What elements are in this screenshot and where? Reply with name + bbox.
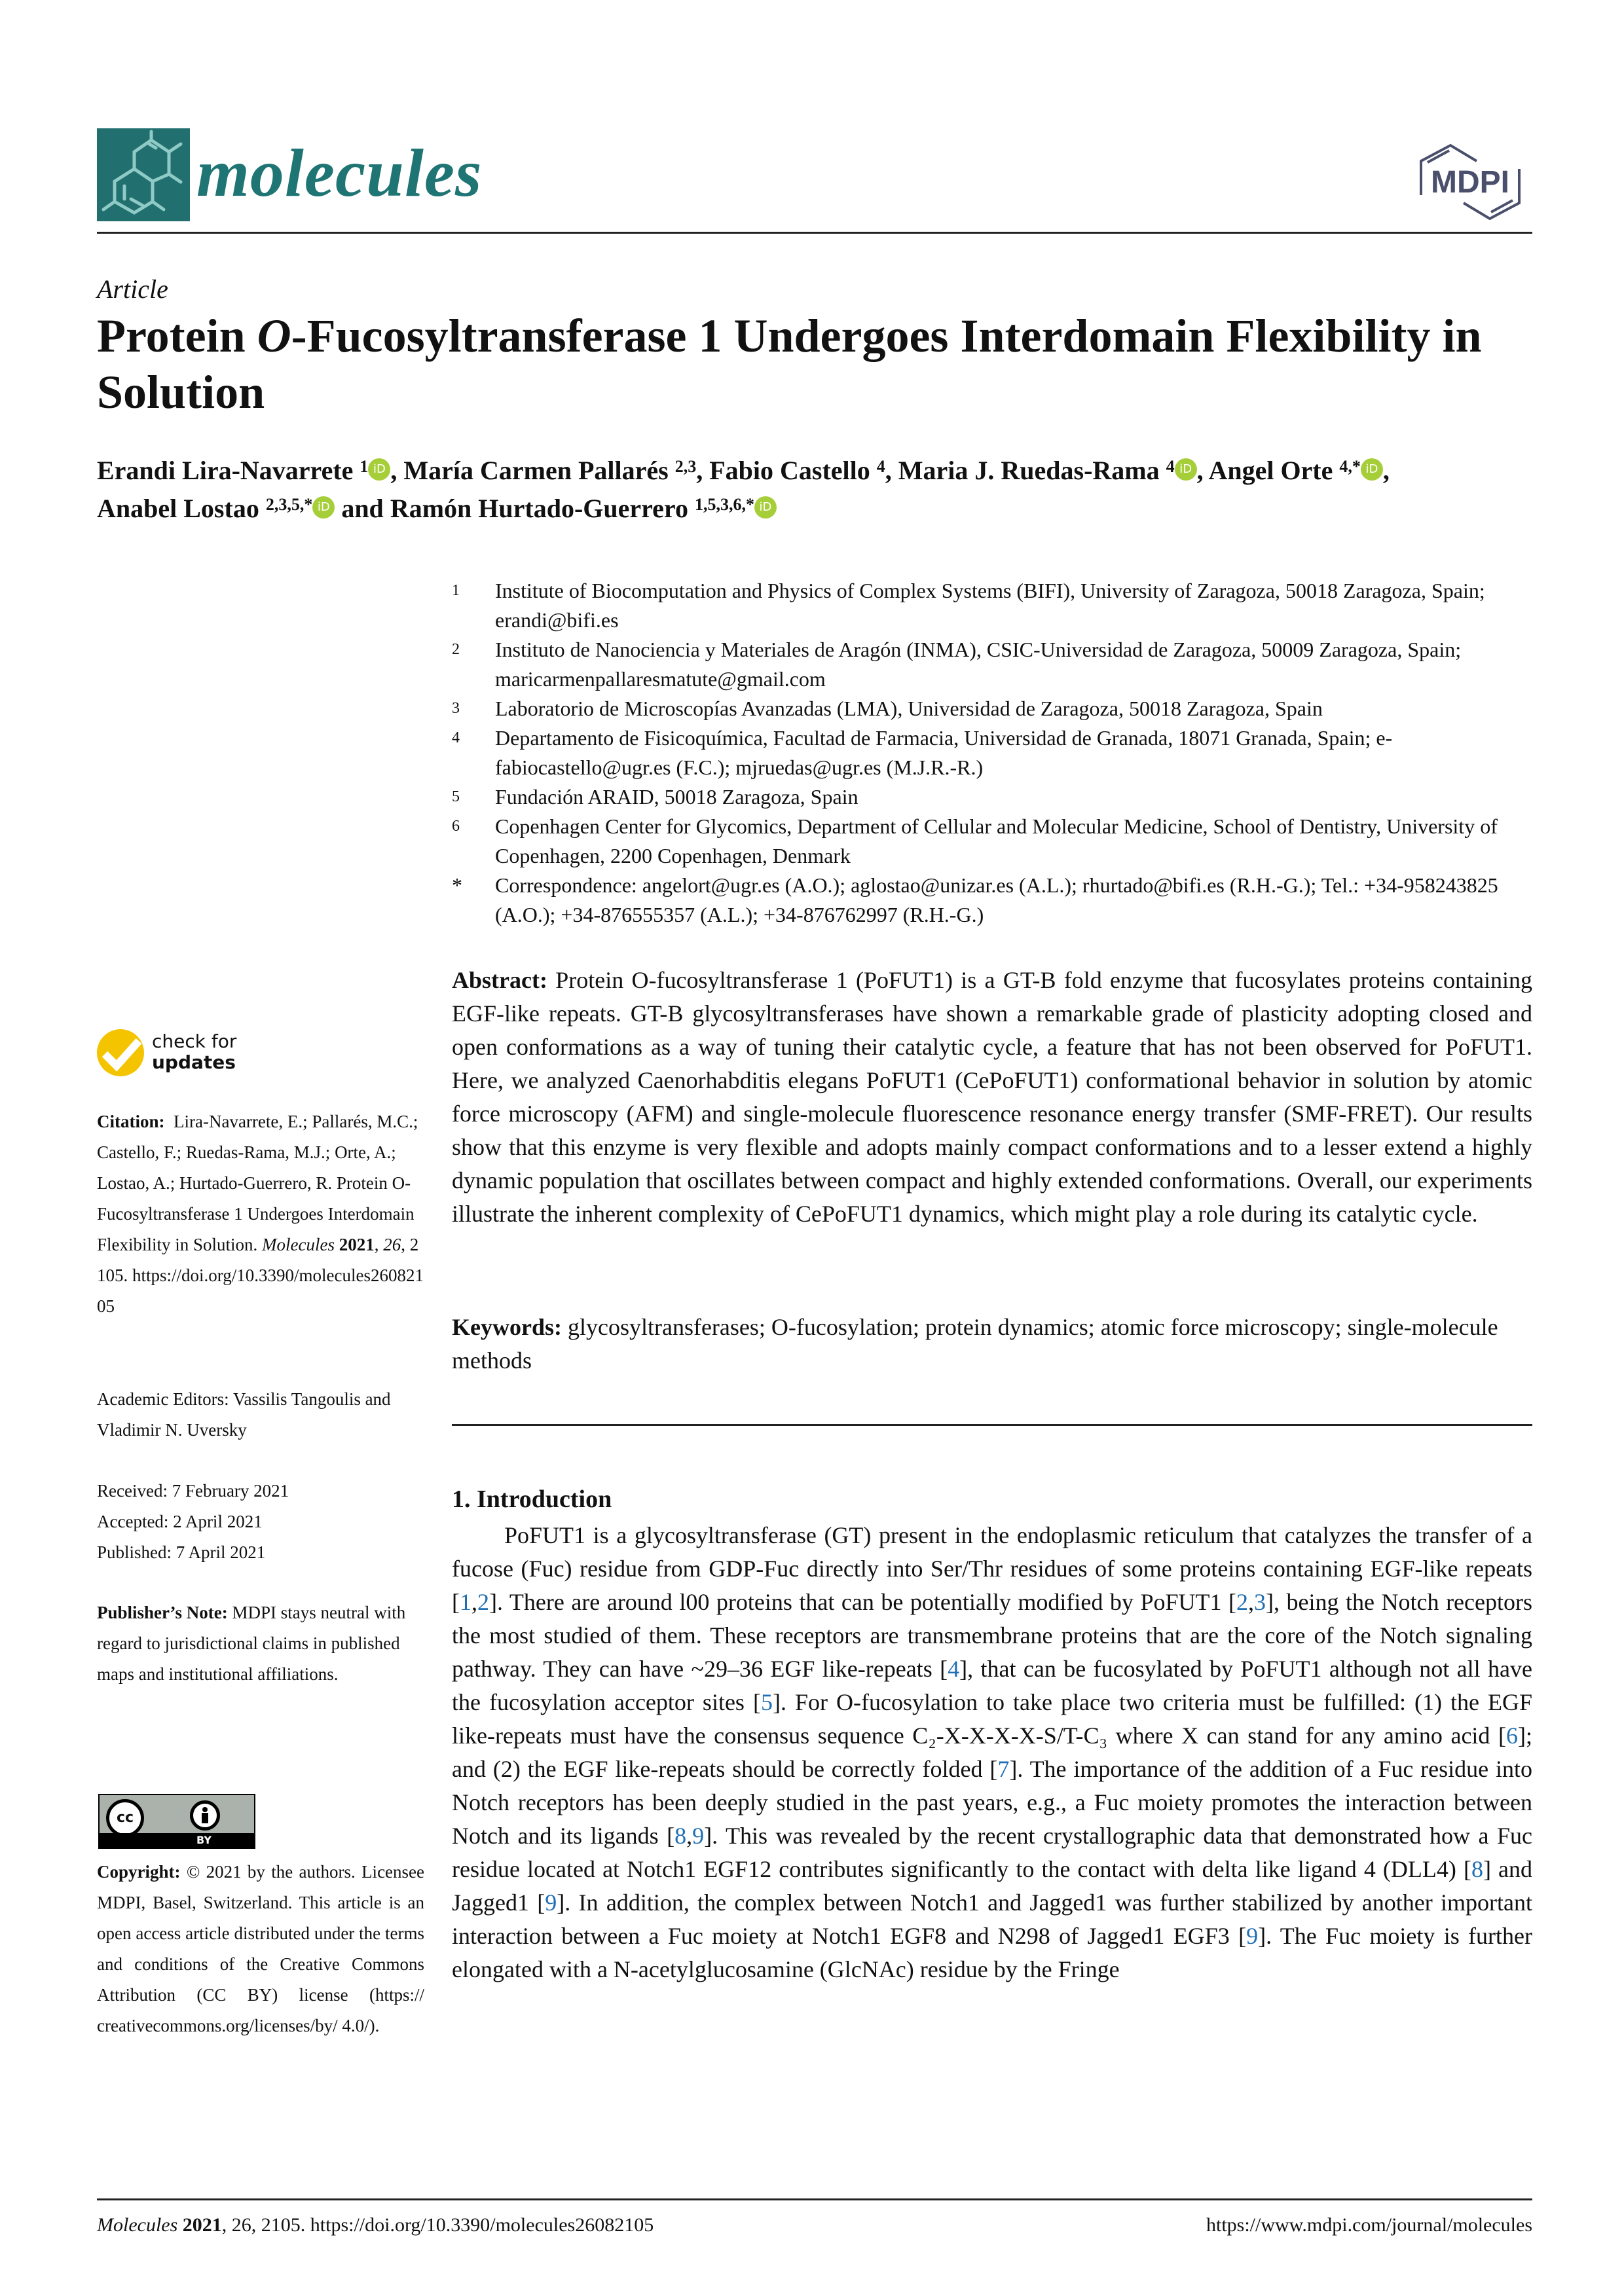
journal-name: molecules [196,136,483,211]
cc-bar [100,1833,254,1848]
citation-journal: Molecules [262,1235,335,1254]
orcid-icon[interactable]: iD [754,496,777,519]
affiliation-text: Departamento de Fisicoquímica, Facultad de Farmacia, Universidad de Granada, 18071 Granada, Spain; e-fabiocastello@ugr.es (F.C.); mjruedas@ugr.es (M.J.R.-R.) [495,726,1393,779]
received-date: Received: 7 February 2021 [97,1481,289,1501]
author-separator: , [696,456,710,485]
affiliation-number: 6 [452,818,460,835]
footer-journal: Molecules [97,2214,178,2236]
footer-citation [97,2214,654,2236]
intro-text: , [686,1823,693,1849]
citation-year: 2021 [339,1235,375,1254]
title-italic: O [257,310,291,362]
section-divider [452,1424,1532,1426]
affiliation-number: * [452,873,462,897]
affiliation-item [452,782,1539,812]
author-affiliation-sup: 4,* [1339,457,1361,476]
affiliation-number: 2 [452,641,460,658]
orcid-icon[interactable]: iD [368,458,390,481]
introduction-body [452,1519,1532,1986]
intro-text: ]. This was revealed by the recent crystallographic data that demonstrated how a Fuc residue located at Notch1 EGF12 contributes significantly to the contact with delta like ligand 4 (DLL4) [ [452,1823,1533,1882]
author-affiliation-sup: 4 [876,457,885,476]
abstract-label: Abstract: [452,967,547,993]
copyright-block [97,1857,424,2041]
citation-link[interactable]: 8 [674,1823,687,1849]
author-separator: , [1196,456,1209,485]
cc-by-license-badge[interactable] [98,1794,255,1849]
article-title [97,308,1532,420]
author-name: Ramón Hurtado-Guerrero [390,494,695,523]
citation-doi-link[interactable]: , 2105. https://doi.org/10.3390/molecules26082105 [97,1235,424,1316]
intro-text: ]. For O-fucosylation to take place two criteria must be fulfilled: (1) the EGF like-repeats must have the consensus sequence C₂-X-X-X-X-S/T-C₃ where X can stand for any amino acid [ [452,1689,1532,1749]
footer-doi-link[interactable]: , 26, 2105. https://doi.org/10.3390/molecules26082105 [221,2214,654,2236]
affiliation-text: Institute of Biocomputation and Physics of Complex Systems (BIFI), University of Zaragoza, 50018 Zaragoza, Spain; erandi@bifi.es [495,579,1485,632]
intro-text: PoFUT1 is a glycosyltransferase (GT) present in the endoplasmic reticulum that catalyzes the transfer of a fucose (Fuc) residue from GDP-Fuc directly into Ser/Thr residues of some proteins containing EGF-like repeats [ [452,1522,1532,1615]
journal-logo-icon [97,128,190,221]
citation-link[interactable]: 1 [460,1589,471,1615]
citation-link[interactable]: 9 [1246,1923,1259,1949]
affiliation-number: 4 [452,729,460,746]
orcid-icon[interactable]: iD [1361,458,1383,481]
footer-year: 2021 [182,2214,222,2236]
intro-text: ]. The importance of the addition of a Fuc residue into Notch receptors has been deeply studied in the past years, e.g., a Fuc moiety promotes the interaction between Notch and its ligands [ [452,1756,1532,1849]
citation-link[interactable]: 4 [948,1656,960,1682]
abstract-text: Protein O-fucosyltransferase 1 (PoFUT1) is a GT-B fold enzyme that fucosylates proteins containing EGF-like repeats. GT-B glycosyltransferases have shown a remarkable grade of plasticity adopting closed and open conformations as a way of tuning their catalytic cycle, a feature that has not been observed for PoFUT1. Here, we analyzed Caenorhabditis elegans PoFUT1 (CePoFUT1) conformational behavior in solution by atomic force microscopy (AFM) and single-molecule fluorescence resonance energy transfer (SMF-FRET). Our results show that this enzyme is very flexible and adopts mainly compact conformations and to a lesser extend a highly dynamic population that oscillates between compact and highly extended conformations. Overall, our experiments illustrate the inherent complexity of CePoFUT1 dynamics, which might play a role during its catalytic cycle. [452,967,1533,1227]
affiliation-item [452,871,1539,930]
intro-text: , [471,1589,477,1615]
mdpi-logo-text: MDPI [1431,165,1509,200]
citation-volume: 26 [383,1235,401,1254]
citation-link[interactable]: 3 [1254,1589,1266,1615]
citation-link[interactable]: 8 [1471,1856,1483,1882]
affiliation-text: Correspondence: angelort@ugr.es (A.O.); aglostao@unizar.es (A.L.); rhurtado@bifi.es (R.H.-G.); Tel.: +34-958243825 (A.O.); +34-876555357 (A.L.); +34-876762997 (R.H.-G.) [495,873,1498,926]
citation-link[interactable]: 6 [1506,1722,1518,1749]
affiliation-text: Instituto de Nanociencia y Materiales de Aragón (INMA), CSIC-Universidad de Zaragoza, 50009 Zaragoza, Spain; maricarmenpallaresmatute@gmail.com [495,638,1462,691]
author-separator: and [335,494,390,523]
citation-link[interactable]: 9 [692,1823,705,1849]
affiliation-item [452,812,1539,871]
intro-text: , [1248,1589,1254,1615]
publisher-note [97,1597,424,1690]
copyright-label: Copyright: [97,1862,181,1882]
check-for-updates-button[interactable] [97,1029,346,1088]
abstract [452,964,1532,1231]
attribution-icon [190,1800,220,1831]
author-affiliation-sup: 2,3,5,* [265,495,313,514]
mdpi-logo-icon [1408,143,1532,220]
affiliation-item [452,694,1539,723]
citation-link[interactable]: 2 [477,1589,489,1615]
title-part2: -Fucosyltransferase 1 Undergoes Interdomain Flexibility in Solution [97,310,1482,418]
author-name: María Carmen Pallarés [403,456,675,485]
affiliation-number: 5 [452,788,460,805]
author-affiliation-sup: 1 [360,457,369,476]
affiliation-text: Laboratorio de Microscopías Avanzadas (LMA), Universidad de Zaragoza, 50018 Zaragoza, Spain [495,697,1323,720]
author-separator: , [1382,456,1390,485]
affiliation-text: Copenhagen Center for Glycomics, Department of Cellular and Molecular Medicine, School of Dentistry, University of Copenhagen, 2200 Copenhagen, Denmark [495,814,1498,867]
check-updates-icon [97,1029,144,1076]
check-updates-line1: check for [152,1030,237,1052]
citation-text: Lira-Navarrete, E.; Pallarés, M.C.; Castello, F.; Ruedas-Rama, M.J.; Orte, A.; Lostao, A.; Hurtado-Guerrero, R. Protein O-Fucosyltransferase 1 Undergoes Interdomain Flexibility in Solution. [97,1112,418,1254]
author-affiliation-sup: 1,5,3,6,* [694,495,754,514]
orcid-icon[interactable]: iD [312,496,335,519]
citation-label: Citation: [97,1112,165,1131]
accepted-date: Accepted: 2 April 2021 [97,1512,263,1531]
citation-link[interactable]: 2 [1236,1589,1248,1615]
footer-rule [97,2198,1532,2200]
published-date: Published: 7 April 2021 [97,1542,266,1562]
author-separator: , [390,456,404,485]
cc-icon: cc [106,1799,144,1837]
keywords-label: Keywords: [452,1314,562,1340]
affiliation-item [452,576,1539,635]
author-name: Maria J. Ruedas-Rama [898,456,1166,485]
publisher-note-label: Publisher’s Note: [97,1603,228,1622]
author-name: Fabio Castello [709,456,877,485]
affiliation-text: Fundación ARAID, 50018 Zaragoza, Spain [495,785,858,809]
author-affiliation-sup: 2,3 [674,457,697,476]
affiliation-item [452,723,1539,782]
author-affiliation-sup: 4 [1166,457,1175,476]
affiliations-list [452,576,1539,930]
article-type: Article [97,274,168,304]
footer-journal-url[interactable]: https://www.mdpi.com/journal/molecules [1206,2214,1532,2236]
title-part1: Protein [97,310,257,362]
citation-link[interactable]: 9 [545,1889,557,1916]
check-updates-line2: updates [152,1051,236,1073]
author-name: Erandi Lira-Navarrete [97,456,360,485]
intro-text: ]. The Fuc moiety is further elongated with a N-acetylglucosamine (GlcNAc) residue by the Fringe [452,1923,1532,1982]
keywords [452,1311,1532,1377]
header-rule [97,232,1532,234]
author-name: Angel Orte [1208,456,1340,485]
keywords-text: glycosyltransferases; O-fucosylation; protein dynamics; atomic force microscopy; single-molecule methods [452,1314,1498,1374]
copyright-text: © 2021 by the authors. Licensee MDPI, Basel, Switzerland. This article is an open access article distributed under the terms and conditions of the Creative Commons Attribution (CC BY) license (https:// creativecommons.org/licenses/by/ 4.0/). [97,1862,425,2035]
publisher-note-text: MDPI stays neutral with regard to jurisdictional claims in published maps and institutional affiliations. [97,1603,406,1684]
citation-link[interactable]: 5 [760,1689,773,1715]
orcid-icon[interactable]: iD [1175,458,1197,481]
citation-block: Citation: Lira-Navarrete, E.; Pallarés, M.C.; Castello, F.; Ruedas-Rama, M.J.; Orte, A.; Lostao, A.; Hurtado-Guerrero, R. Protein O-Fucosyltransferase 1 Undergoes Interdomain Flexibility in Solution. Molecules 2021, 26, 2105. https://doi.org/10.3390/molecules26082105 [97,1112,424,1316]
intro-text: ], that can be fucosylated by PoFUT1 although not all have the fucosylation acceptor sites [ [452,1656,1532,1715]
intro-text: ] and Jagged1 [ [452,1856,1532,1916]
affiliation-number: 3 [452,700,460,717]
intro-text: ]. There are around l00 proteins that can be potentially modified by PoFUT1 [ [489,1589,1236,1615]
author-name: Anabel Lostao [97,494,266,523]
by-label: BY [196,1834,212,1846]
dates-block [97,1476,424,1568]
section-heading-introduction: 1. Introduction [452,1485,612,1513]
intro-text: ]; and (2) the EGF like-repeats should be correctly folded [ [452,1722,1532,1782]
intro-text: ], being the Notch receptors the most studied of them. These receptors are transmembrane proteins that are the core of the Notch signaling pathway. They can have ~29–36 EGF like-repeats [ [452,1589,1532,1682]
academic-editors: Academic Editors: Vassilis Tangoulis and Vladimir N. Uversky [97,1389,391,1440]
affiliation-item [452,635,1539,694]
affiliation-number: 1 [452,582,460,599]
intro-text: ]. In addition, the complex between Notch1 and Jagged1 was further stabilized by another important interaction between a Fuc moiety at Notch1 EGF8 and N298 of Jagged1 EGF3 [ [452,1889,1532,1949]
citation-link[interactable]: 7 [997,1756,1010,1782]
author-separator: , [885,456,898,485]
author-list [97,452,1538,528]
